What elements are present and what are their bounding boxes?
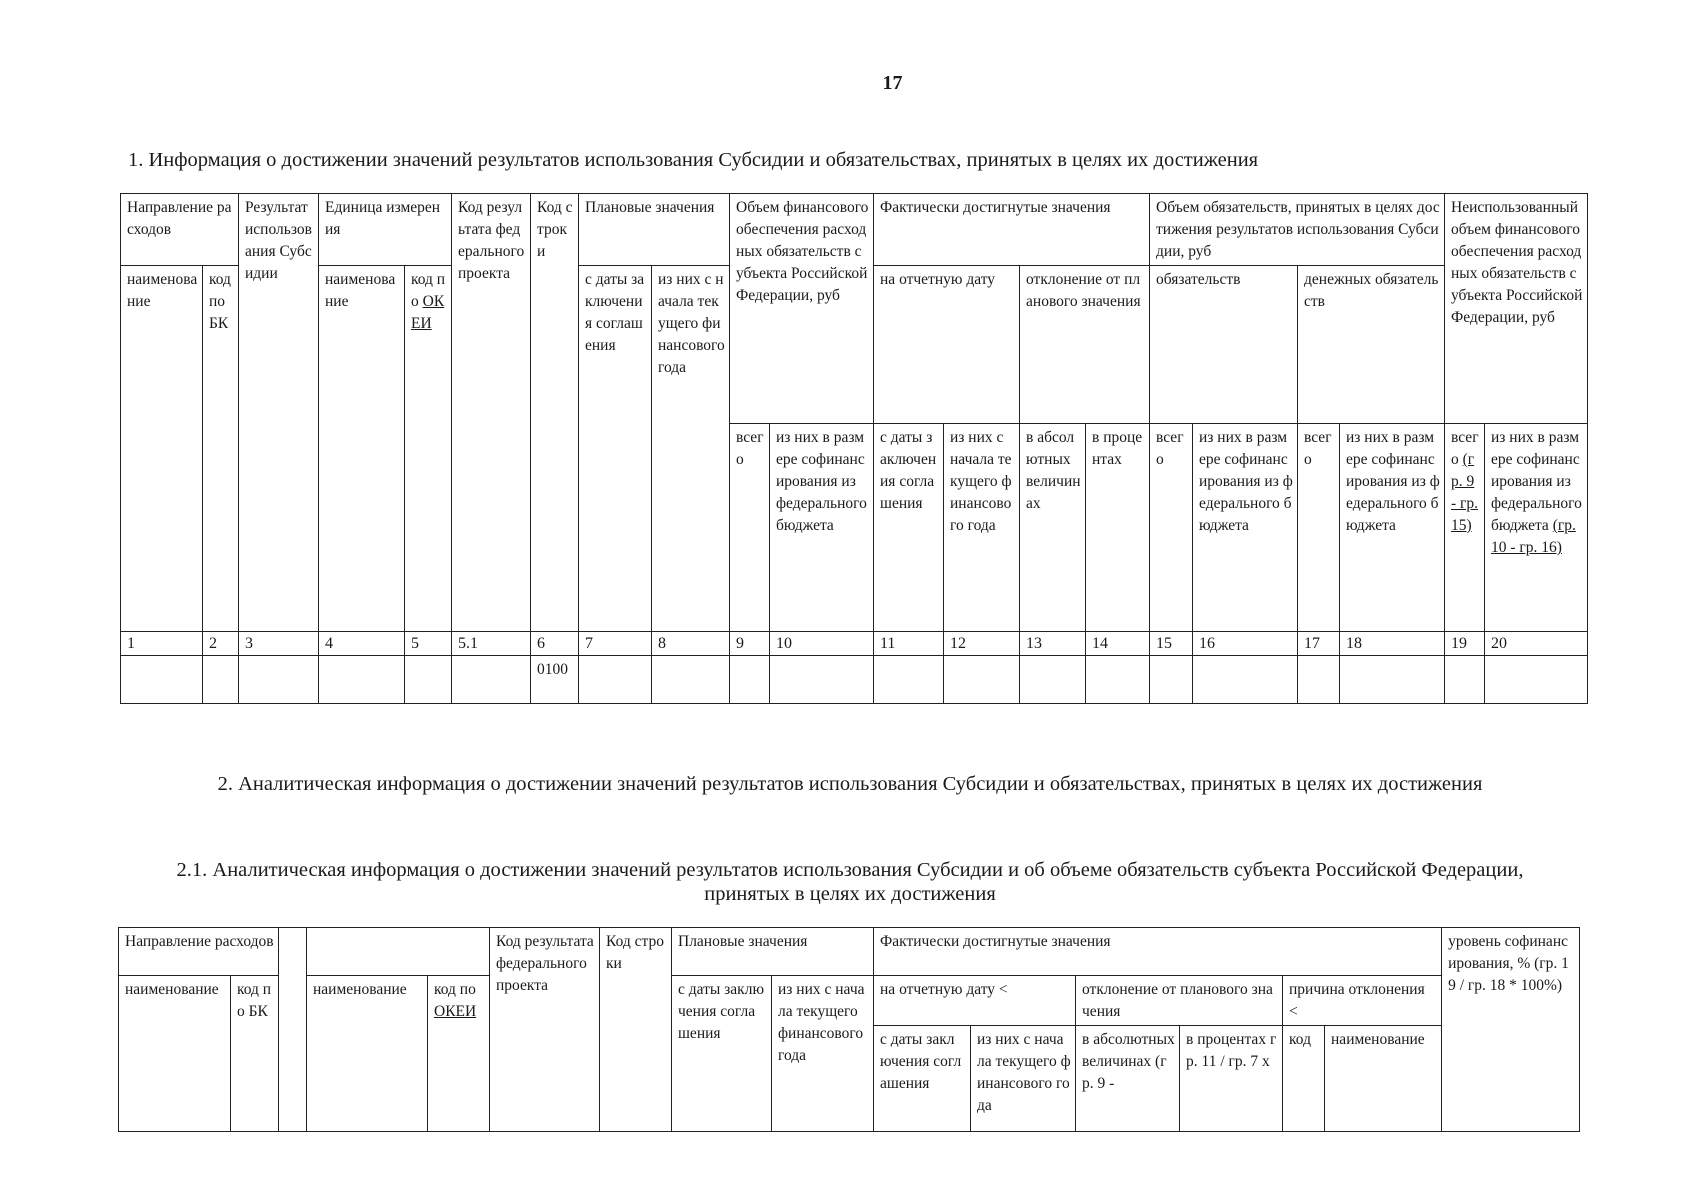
header-planned-from-year-start: из них с начала текущего финансового года bbox=[652, 266, 730, 632]
results-table bbox=[120, 193, 1588, 704]
column-number: 5 bbox=[405, 632, 452, 656]
t2-header-federal-project-code: Код результата федерального проекта bbox=[490, 928, 600, 1132]
table-cell bbox=[121, 656, 203, 704]
header-kbk-code: код по БК bbox=[203, 266, 239, 632]
t2-header-deviation-reason: причина отклонения < bbox=[1283, 976, 1442, 1026]
header-unused-cofinanced: из них в размере софинансирования из федерального бюджета (гр. 10 - гр. 16) bbox=[1485, 424, 1588, 632]
t2-header-reason-name: наименование bbox=[1325, 1026, 1442, 1132]
table-cell bbox=[203, 656, 239, 704]
header-obligations: обязательств bbox=[1150, 266, 1298, 424]
column-number: 6 bbox=[531, 632, 579, 656]
column-number: 13 bbox=[1020, 632, 1086, 656]
table-row bbox=[121, 656, 1588, 704]
section-2-title: 2. Аналитическая информация о достижении значений результатов использования Субсидии и обязательствах, принятых в целях их достижения bbox=[217, 773, 1483, 795]
table-cell bbox=[239, 656, 319, 704]
t2-header-deviation-percent: в процентах гр. 11 / гр. 7 х bbox=[1180, 1026, 1283, 1132]
header-obligations-total: всего bbox=[1150, 424, 1193, 632]
header-actual-from-agreement: с даты заключения соглашения bbox=[874, 424, 944, 632]
t2-header-expense-name: наименование bbox=[119, 976, 231, 1132]
header-okei-code: код по ОКЕИ bbox=[405, 266, 452, 632]
column-number: 8 bbox=[652, 632, 730, 656]
column-number: 16 bbox=[1193, 632, 1298, 656]
column-number: 17 bbox=[1298, 632, 1340, 656]
table-cell bbox=[1445, 656, 1485, 704]
header-expense-direction: Направление расходов bbox=[121, 194, 239, 266]
section-1-title: 1. Информация о достижении значений результатов использования Субсидии и обязательствах, принятых в целях их достижения bbox=[128, 149, 1259, 171]
header-unused-volume: Неиспользованный объем финансового обеспечения расходных обязательств субъекта Российской Федерации, руб bbox=[1445, 194, 1588, 424]
header-deviation: отклонение от планового значения bbox=[1020, 266, 1150, 424]
t2-okei-abbreviation: ОКЕИ bbox=[434, 1003, 477, 1020]
table-cell bbox=[579, 656, 652, 704]
header-unit: Единица измерения bbox=[319, 194, 452, 266]
header-monetary-total: всего bbox=[1298, 424, 1340, 632]
header-monetary-cofinanced: из них в размере софинансирования из федерального бюджета bbox=[1340, 424, 1445, 632]
header-monetary-obligations: денежных обязательств bbox=[1298, 266, 1445, 424]
column-number: 11 bbox=[874, 632, 944, 656]
column-number: 18 bbox=[1340, 632, 1445, 656]
column-number: 5.1 bbox=[452, 632, 531, 656]
header-planned: Плановые значения bbox=[579, 194, 730, 266]
header-obligations-volume: Объем обязательств, принятых в целях достижения результатов использования Субсидии, руб bbox=[1150, 194, 1445, 266]
table-cell bbox=[1020, 656, 1086, 704]
table-cell bbox=[1150, 656, 1193, 704]
column-number: 1 bbox=[121, 632, 203, 656]
table-cell bbox=[405, 656, 452, 704]
table-cell bbox=[874, 656, 944, 704]
column-number: 19 bbox=[1445, 632, 1485, 656]
column-number: 9 bbox=[730, 632, 770, 656]
column-number: 14 bbox=[1086, 632, 1150, 656]
t2-header-planned-from-year-start: из них с начала текущего финансового года bbox=[772, 976, 874, 1132]
analytics-table bbox=[118, 927, 1580, 1132]
t2-header-planned: Плановые значения bbox=[672, 928, 874, 976]
header-expense-name: наименование bbox=[121, 266, 203, 632]
header-result: Результат использования Субсидии bbox=[239, 194, 319, 632]
t2-header-expense-direction: Направление расходов bbox=[119, 928, 279, 976]
t2-header-actual-from-agreement: с даты заключения соглашения bbox=[874, 1026, 971, 1132]
table-cell bbox=[730, 656, 770, 704]
header-unused-total: всего (гр. 9 - гр. 15) bbox=[1445, 424, 1485, 632]
t2-header-actual: Фактически достигнутые значения bbox=[874, 928, 1442, 976]
header-deviation-absolute: в абсолютных величинах bbox=[1020, 424, 1086, 632]
t2-header-actual-from-year-start: из них с начала текущего финансового года bbox=[971, 1026, 1076, 1132]
t2-header-row-code: Код строки bbox=[600, 928, 672, 1132]
t2-blank-cell bbox=[279, 928, 307, 1132]
table-cell bbox=[1086, 656, 1150, 704]
header-obligations-cofinanced: из них в размере софинансирования из федерального бюджета bbox=[1193, 424, 1298, 632]
table-cell bbox=[770, 656, 874, 704]
t2-header-okei-code: код по ОКЕИ bbox=[428, 976, 490, 1132]
header-row-code: Код строки bbox=[531, 194, 579, 632]
header-on-report-date: на отчетную дату bbox=[874, 266, 1020, 424]
page-number: 17 bbox=[882, 72, 903, 94]
column-number: 10 bbox=[770, 632, 874, 656]
t2-header-kbk-code: код по БК bbox=[231, 976, 279, 1132]
table-cell bbox=[319, 656, 405, 704]
row-code-cell: 0100 bbox=[531, 656, 579, 704]
header-financing-total: всего bbox=[730, 424, 770, 632]
column-number: 2 bbox=[203, 632, 239, 656]
table-cell bbox=[944, 656, 1020, 704]
header-financing-volume: Объем финансового обеспечения расходных обязательств субъекта Российской Федерации, руб bbox=[730, 194, 874, 424]
unused-total-formula: (гр. 9 - гр. 15) bbox=[1451, 451, 1479, 534]
column-number: 4 bbox=[319, 632, 405, 656]
header-unit-name: наименование bbox=[319, 266, 405, 632]
column-number: 3 bbox=[239, 632, 319, 656]
t2-header-deviation: отклонение от планового значения bbox=[1076, 976, 1283, 1026]
header-planned-from-agreement: с даты заключения соглашения bbox=[579, 266, 652, 632]
table-cell bbox=[1298, 656, 1340, 704]
column-number: 12 bbox=[944, 632, 1020, 656]
column-number: 7 bbox=[579, 632, 652, 656]
table-cell bbox=[452, 656, 531, 704]
okei-abbreviation: ОКЕИ bbox=[411, 293, 445, 332]
table-cell bbox=[652, 656, 730, 704]
section-2-1-title: 2.1. Аналитическая информация о достижении значений результатов использования Субсидии и об объеме обязательств субъекта Российской Федерации, принятых в целях их достижения bbox=[176, 859, 1524, 905]
table-cell bbox=[1485, 656, 1588, 704]
t2-blank-cell bbox=[307, 928, 490, 976]
column-number: 20 bbox=[1485, 632, 1588, 656]
t2-header-on-report-date: на отчетную дату < bbox=[874, 976, 1076, 1026]
column-number: 15 bbox=[1150, 632, 1193, 656]
t2-header-reason-code: код bbox=[1283, 1026, 1325, 1132]
t2-header-cofinancing-level: уровень софинансирования, % (гр. 19 / гр. 18 * 100%) bbox=[1442, 928, 1580, 1132]
table-cell bbox=[1193, 656, 1298, 704]
t2-header-deviation-absolute: в абсолютных величинах (гр. 9 - bbox=[1076, 1026, 1180, 1132]
t2-header-planned-from-agreement: с даты заключения соглашения bbox=[672, 976, 772, 1132]
header-actual-from-year-start: из них с начала текущего финансового года bbox=[944, 424, 1020, 632]
header-deviation-percent: в процентах bbox=[1086, 424, 1150, 632]
header-actual: Фактически достигнутые значения bbox=[874, 194, 1150, 266]
unused-cofinanced-formula: (гр. 10 - гр. 16) bbox=[1491, 517, 1576, 556]
table-cell bbox=[1340, 656, 1445, 704]
header-federal-project-code: Код результата федерального проекта bbox=[452, 194, 531, 632]
t2-header-result-name: наименование bbox=[307, 976, 428, 1132]
header-financing-cofinanced: из них в размере софинансирования из федерального бюджета bbox=[770, 424, 874, 632]
